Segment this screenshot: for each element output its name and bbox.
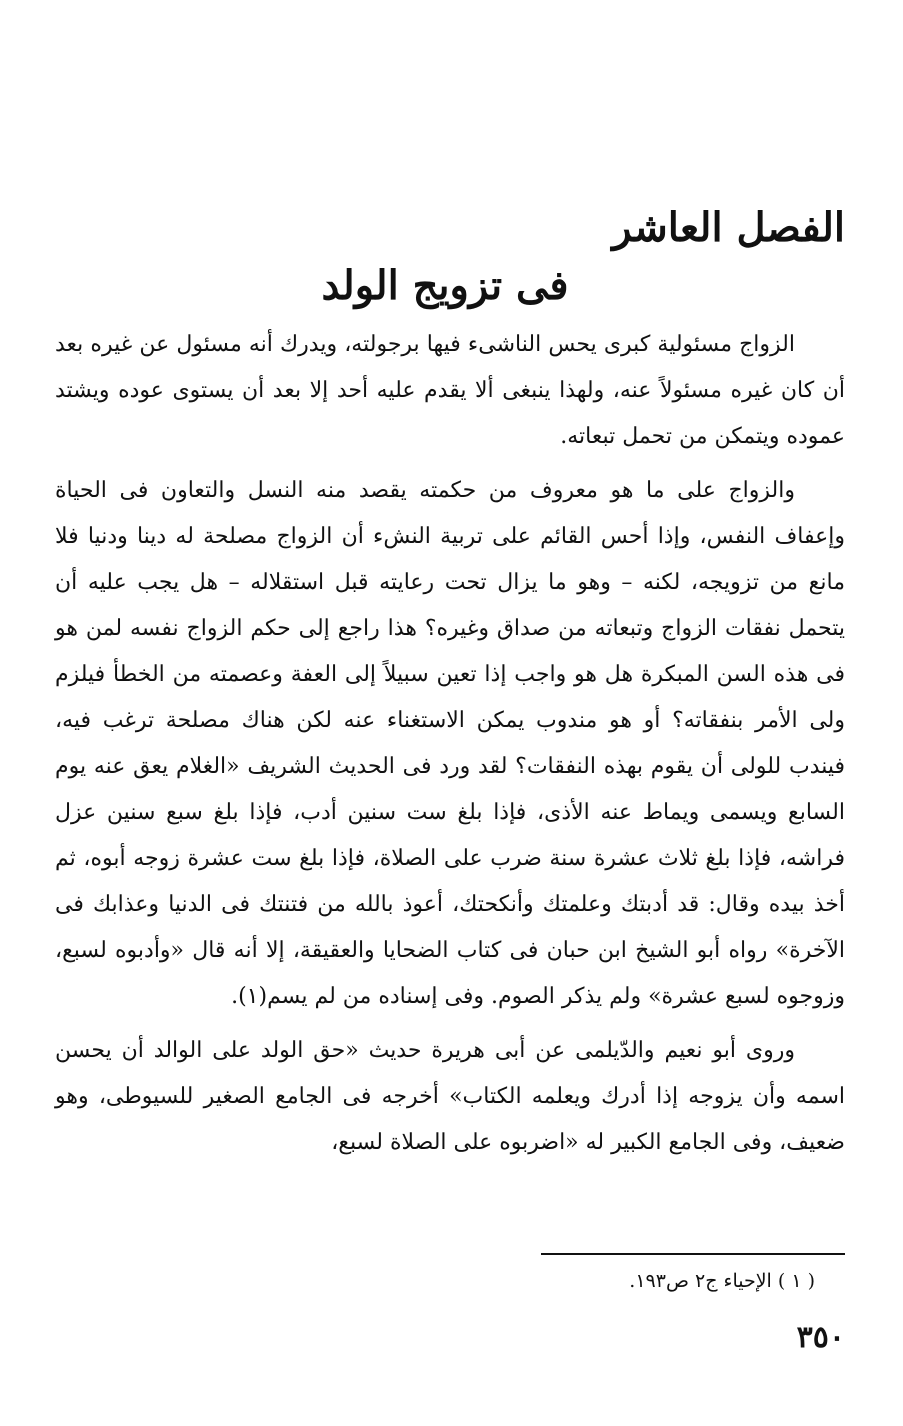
- body-text: [55, 322, 845, 1174]
- chapter-subtitle: فى تزويج الولد: [321, 262, 569, 309]
- page-number: ٣٥٠: [796, 1320, 845, 1355]
- chapter-title: الفصل العاشر: [612, 204, 845, 251]
- paragraph: وروى أبو نعيم والدّيلمى عن أبى هريرة حديث «حق الولد على الوالد أن يحسن اسمه وأن يزوجه إذا أدرك ويعلمه الكتاب» أخرجه فى الجامع الصغير للسيوطى، وهو ضعيف، وفى الجامع الكبير له «اضربوه على الصلاة لسبع،: [55, 1038, 845, 1155]
- paragraph: والزواج على ما هو معروف من حكمته يقصد منه النسل والتعاون فى الحياة وإعفاف النفس، وإذا أحس القائم على تربية النشء أن الزواج مصلحة له دينا ودنيا فلا مانع من تزويجه، لكنه – وهو ما يزال تحت رعايته قبل استقلاله – هل يجب عليه أن يتحمل نفقات الزواج وتبعاته من صداق وغيره؟ هذا راجع إلى حكم الزواج نفسه لمن هو فى هذه السن المبكرة هل هو واجب إذا تعين سبيلاً إلى العفة وعصمته من الخطأ فيلزم ولى الأمر بنفقاته؟ أو هو مندوب يمكن الاستغناء عنه لكن هناك مصلحة ترغب فيه، فيندب للولى أن يقوم بهذه النفقات؟ لقد ورد فى الحديث الشريف «الغلام يعق عنه يوم السابع ويسمى ويماط عنه الأذى، فإذا بلغ ست سنين أدب، فإذا بلغ سبع سنين عزل فراشه، فإذا بلغ ثلاث عشرة سنة ضرب على الصلاة، فإذا بلغ ست عشرة زوجه أبوه، ثم أخذ بيده وقال: قد أدبتك وعلمتك وأنكحتك، أعوذ بالله من فتنتك فى الدنيا وعذابك فى الآخرة» رواه أبو الشيخ ابن حبان فى كتاب الضحايا والعقيقة، إلا أنه قال «وأدبوه لسبع، وزوجوه لسبع عشرة» ولم يذكر الصوم. وفى إسناده من لم يسم(١).: [55, 478, 845, 1009]
- footnote: ( ١ ) الإحياء ج٢ ص١٩٣.: [629, 1270, 815, 1292]
- paragraph: الزواج مسئولية كبرى يحس الناشىء فيها برجولته، ويدرك أنه مسئول عن غيره بعد أن كان غيره مسئولاً عنه، ولهذا ينبغى ألا يقدم عليه أحد إلا بعد أن يستوى عوده ويشتد عموده ويتمكن من تحمل تبعاته.: [55, 332, 845, 449]
- footnote-divider: [541, 1253, 845, 1255]
